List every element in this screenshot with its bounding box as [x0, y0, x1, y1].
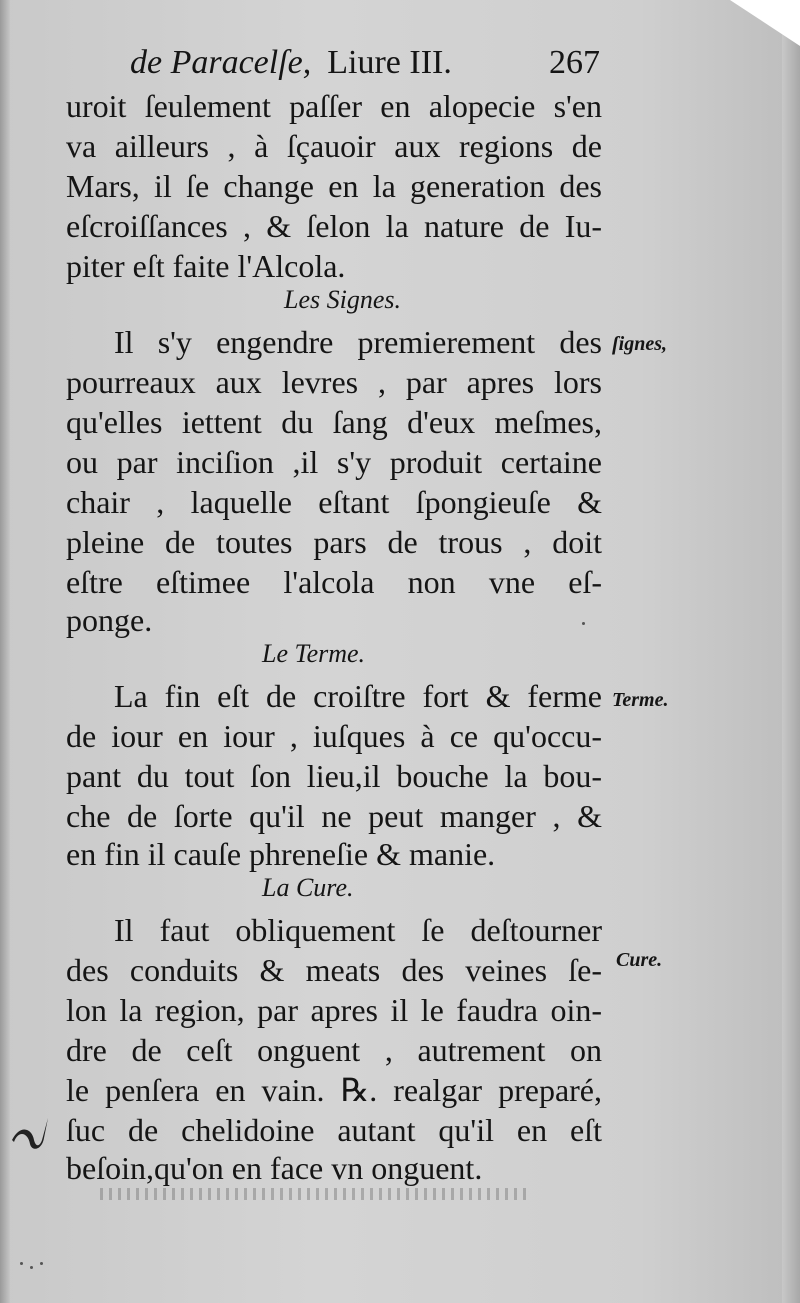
section-heading-cure: La Cure.	[262, 873, 354, 902]
text-line: pant du tout ſon lieu,il bouche la bou-	[66, 758, 602, 794]
ink-speck	[40, 1262, 43, 1265]
text-line: eſcroiſſances , & ſelon la nature de Iu-	[66, 208, 602, 244]
text-line: lon la region, par apres il le faudra oin-	[66, 992, 602, 1028]
page-number: 267	[549, 44, 600, 81]
text-line: ſuc de chelidoine autant qu'il en eſt	[66, 1112, 602, 1148]
text-line: en fin il cauſe phreneſie & manie.	[66, 836, 496, 872]
text-line: beſoin,qu'on en face vn onguent.	[66, 1150, 483, 1186]
text-line: ou par inciſion ,il s'y produit certaine	[66, 444, 602, 480]
section-heading-signes: Les Signes.	[284, 285, 401, 314]
margin-note-signes: ſignes,	[612, 333, 667, 355]
text-line: eſtre eſtimee l'alcola non vne eſ-	[66, 564, 602, 600]
text-line: dre de ceſt onguent , autrement on	[66, 1032, 602, 1068]
text-line: pourreaux aux levres , par apres lors	[66, 364, 602, 400]
text-line: ponge.	[66, 602, 153, 638]
text-line: chair , laquelle eſtant ſpongieuſe &	[66, 484, 602, 520]
ink-mark-icon	[8, 1110, 50, 1158]
text-line: pleine de toutes pars de trous , doit	[66, 524, 602, 560]
page-left-edge	[0, 0, 10, 1303]
text-line: Il s'y engendre premierement des	[114, 324, 602, 360]
text-line: qu'elles iettent du ſang d'eux meſmes,	[66, 404, 602, 440]
margin-note-terme: Terme.	[612, 689, 669, 711]
text-line: Mars, il ſe change en la generation des	[66, 168, 602, 204]
page-corner	[730, 0, 800, 46]
text-line: de iour en iour , iuſques à ce qu'occu-	[66, 718, 602, 754]
text-line: le penſera en vain. ℞. realgar preparé,	[66, 1072, 602, 1108]
text-line: uroit ſeulement paſſer en alopecie s'en	[66, 88, 602, 124]
running-head-book: Liure III.	[327, 44, 452, 81]
ink-speck	[20, 1262, 23, 1265]
ink-speck	[582, 622, 585, 625]
text-line: des conduits & meats des veines ſe-	[66, 952, 602, 988]
section-heading-terme: Le Terme.	[262, 639, 366, 668]
text-line: va ailleurs , à ſçauoir aux regions de	[66, 128, 602, 164]
running-head	[130, 40, 600, 86]
text-line: piter eſt faite l'Alcola.	[66, 248, 346, 284]
text-line: Il faut obliquement ſe deſtourner	[114, 912, 602, 948]
bleed-through-smudge	[100, 1188, 530, 1200]
text-line: che de ſorte qu'il ne peut manger , &	[66, 798, 602, 834]
running-head-title: de Paracelſe,	[130, 44, 312, 81]
margin-note-cure: Cure.	[616, 949, 663, 971]
page-right-edge	[782, 0, 800, 1303]
text-line: La fin eſt de croiſtre fort & ferme	[114, 678, 602, 714]
ink-speck	[30, 1266, 33, 1269]
